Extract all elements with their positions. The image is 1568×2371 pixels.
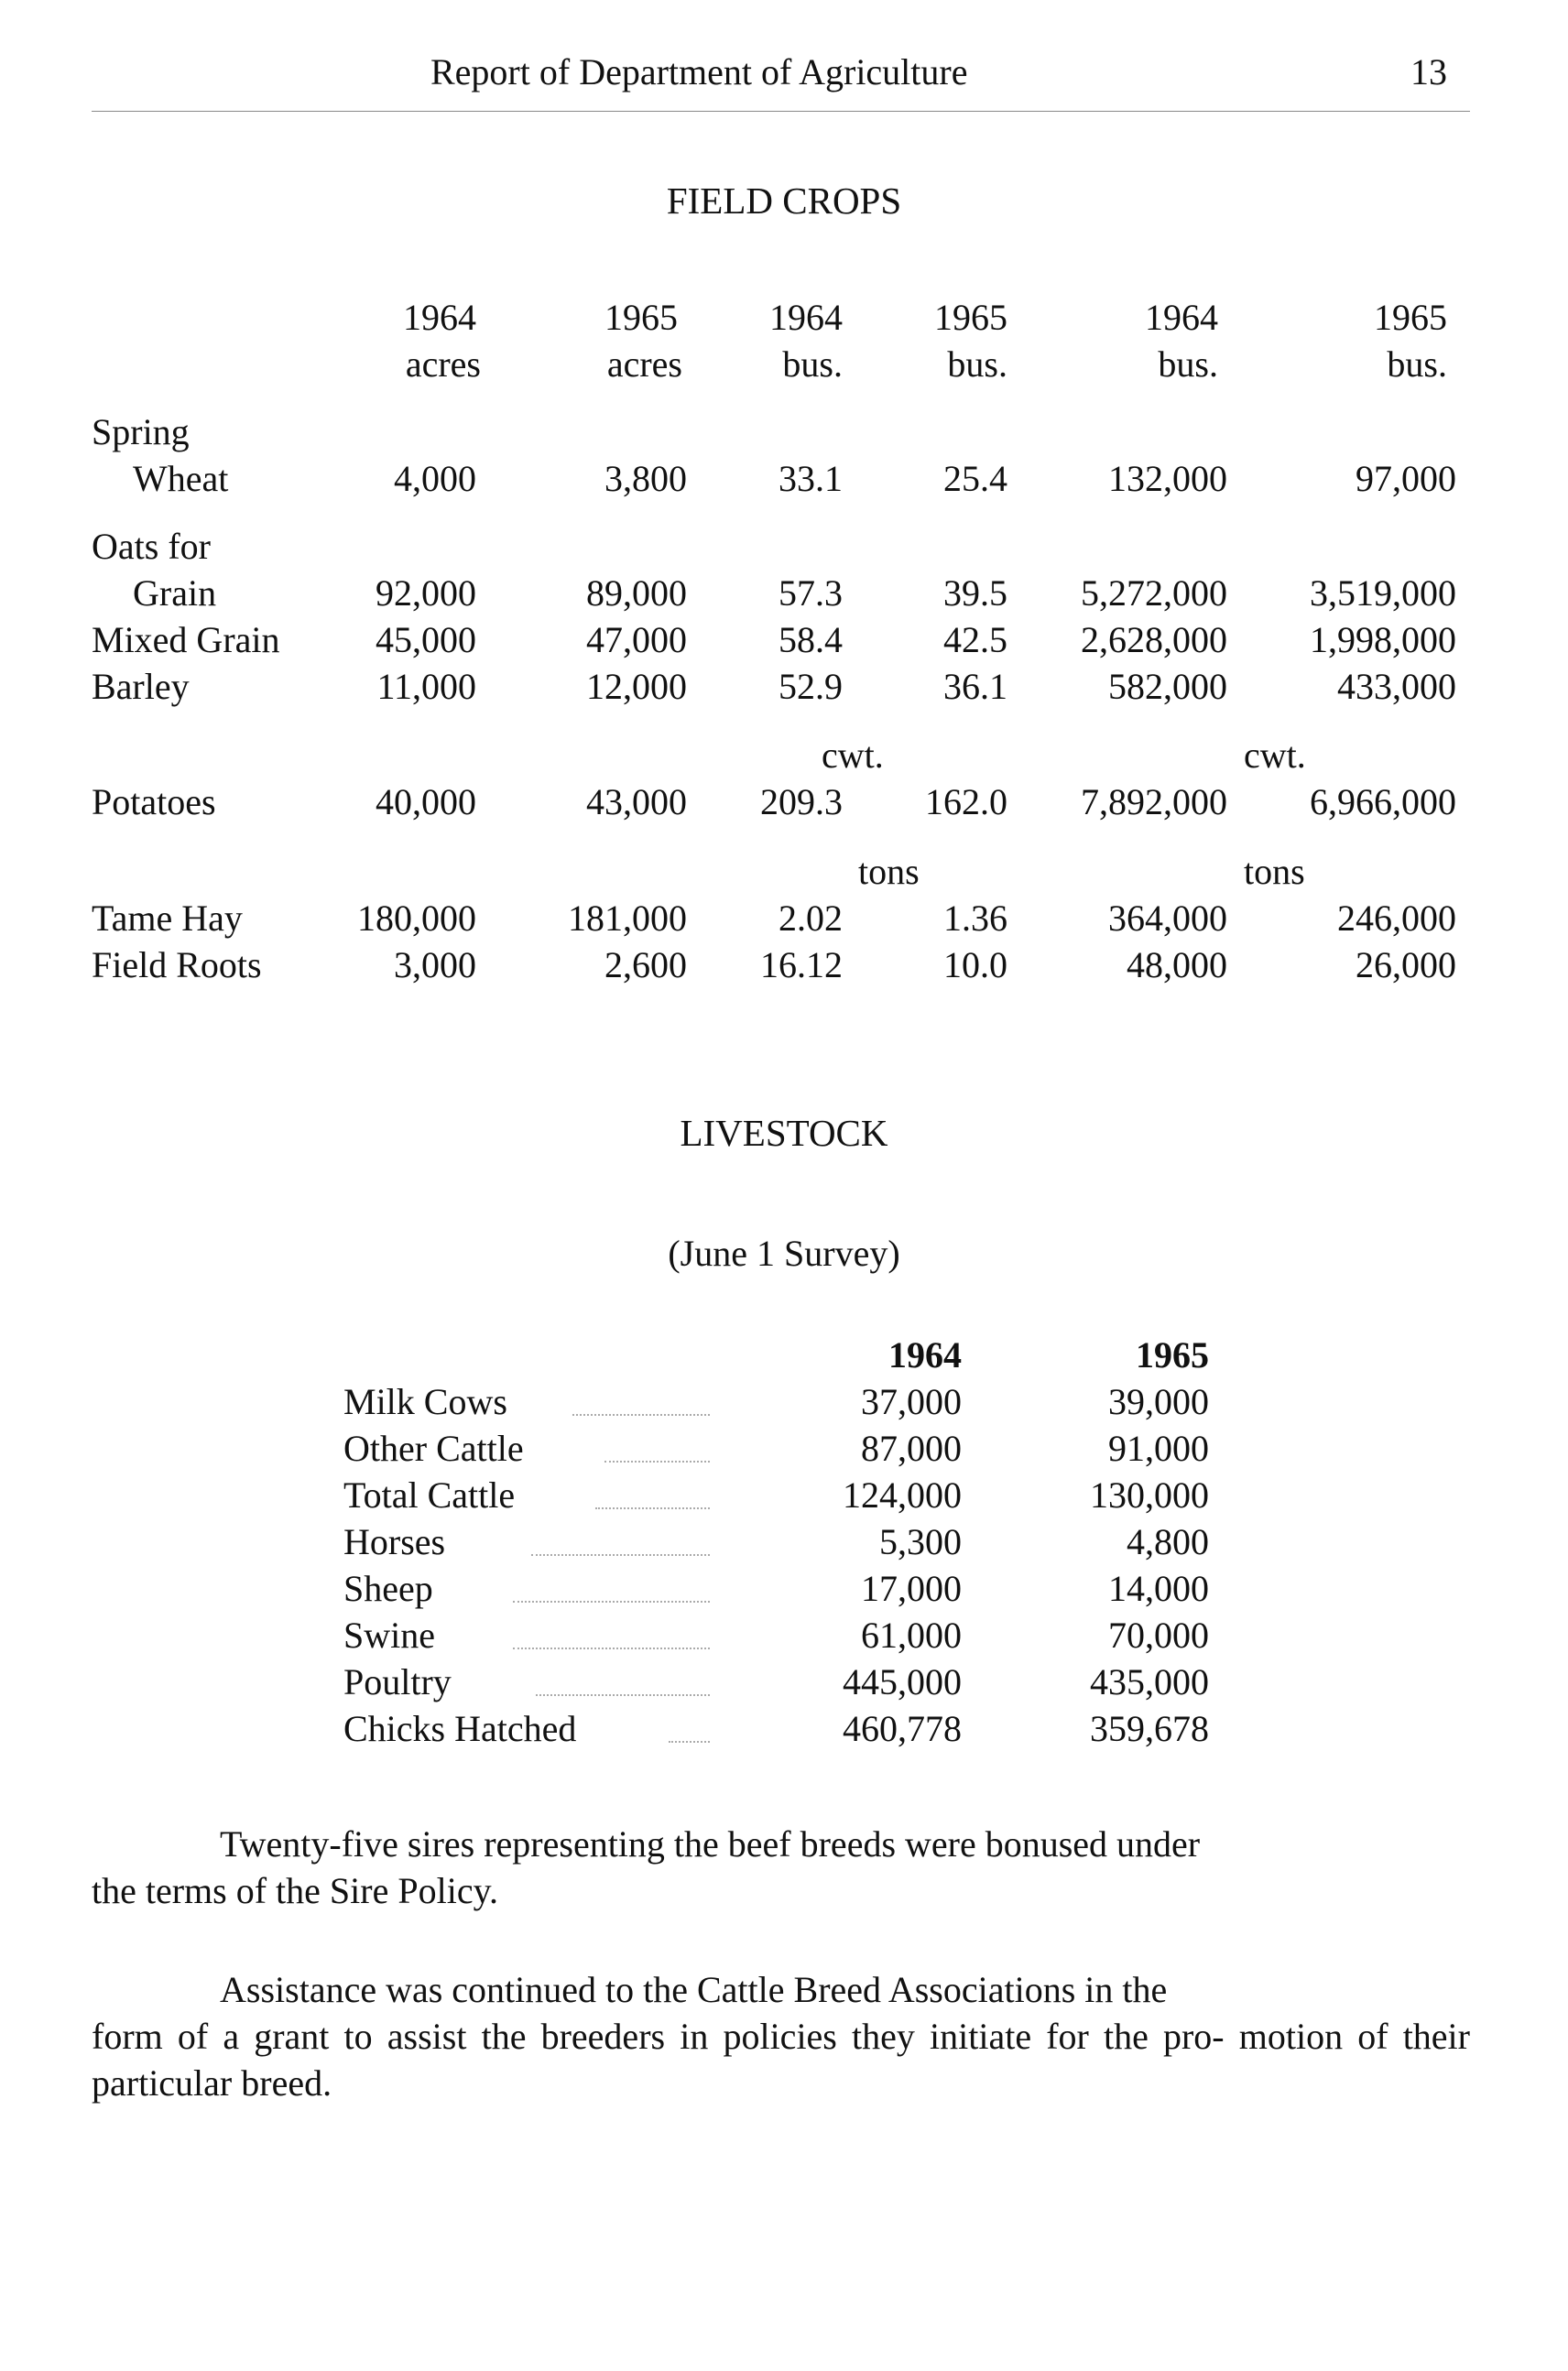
leader-dots xyxy=(513,1648,710,1649)
table-cell: 132,000 xyxy=(1108,458,1227,499)
table-cell: 435,000 xyxy=(1090,1661,1209,1702)
unit-label: cwt. xyxy=(822,734,884,776)
leader-dots xyxy=(669,1741,710,1743)
paragraph xyxy=(92,1966,1470,2106)
col-header-year: 1964 xyxy=(769,297,843,338)
table-cell: 87,000 xyxy=(861,1428,962,1469)
table-cell: 70,000 xyxy=(1108,1615,1209,1656)
table-cell: 181,000 xyxy=(568,897,687,939)
table-cell: 1.36 xyxy=(943,897,1007,939)
row-label: Spring xyxy=(92,411,190,452)
table-cell: 359,678 xyxy=(1090,1708,1209,1749)
table-cell: 7,892,000 xyxy=(1081,781,1227,822)
table-cell: 10.0 xyxy=(943,944,1007,985)
row-label: Sheep xyxy=(343,1568,433,1609)
table-cell: 58.4 xyxy=(779,619,843,660)
header-rule xyxy=(92,111,1470,112)
leader-dots xyxy=(572,1414,710,1416)
leader-dots xyxy=(595,1507,710,1509)
row-label: Barley xyxy=(92,666,190,707)
table-cell: 124,000 xyxy=(843,1474,962,1516)
col-header-year: 1964 xyxy=(888,1334,962,1376)
livestock-title: LIVESTOCK xyxy=(680,1112,888,1154)
table-cell: 2,600 xyxy=(604,944,687,985)
row-label: Potatoes xyxy=(92,781,216,822)
col-header-unit: acres xyxy=(405,343,481,385)
table-cell: 52.9 xyxy=(779,666,843,707)
row-label: Other Cattle xyxy=(343,1428,524,1469)
table-cell: 433,000 xyxy=(1337,666,1456,707)
paragraph-text: the terms of the Sire Policy. xyxy=(92,1870,498,1911)
table-cell: 14,000 xyxy=(1108,1568,1209,1609)
col-header-year: 1965 xyxy=(934,297,1007,338)
table-cell: 4,800 xyxy=(1127,1521,1209,1562)
col-header-unit: acres xyxy=(606,343,682,385)
table-cell: 57.3 xyxy=(779,572,843,614)
field-crops-title: FIELD CROPS xyxy=(666,179,902,222)
table-cell: 40,000 xyxy=(376,781,476,822)
row-label: Poultry xyxy=(343,1661,452,1702)
paragraph-first-line: Assistance was continued to the Cattle Breed Associations in the xyxy=(220,1969,1168,2010)
table-cell: 5,300 xyxy=(879,1521,962,1562)
table-cell: 48,000 xyxy=(1127,944,1227,985)
leader-dots xyxy=(604,1461,710,1463)
table-cell: 162.0 xyxy=(925,781,1007,822)
col-header-year: 1964 xyxy=(403,297,476,338)
table-cell: 1,998,000 xyxy=(1310,619,1456,660)
table-cell: 209.3 xyxy=(760,781,843,822)
row-label: Tame Hay xyxy=(92,897,243,939)
col-header-year: 1964 xyxy=(1145,297,1218,338)
row-label: Oats for xyxy=(92,526,211,567)
table-cell: 445,000 xyxy=(843,1661,962,1702)
table-cell: 92,000 xyxy=(376,572,476,614)
unit-label: tons xyxy=(1244,851,1305,892)
table-cell: 39,000 xyxy=(1108,1381,1209,1422)
table-cell: 36.1 xyxy=(943,666,1007,707)
table-cell: 3,800 xyxy=(604,458,687,499)
table-cell: 11,000 xyxy=(376,666,476,707)
table-cell: 6,966,000 xyxy=(1310,781,1456,822)
table-cell: 45,000 xyxy=(376,619,476,660)
running-header-title: Report of Department of Agriculture xyxy=(430,51,968,92)
table-cell: 5,272,000 xyxy=(1081,572,1227,614)
table-cell: 97,000 xyxy=(1356,458,1456,499)
table-cell: 3,000 xyxy=(394,944,476,985)
row-label: Wheat xyxy=(133,458,229,499)
table-cell: 25.4 xyxy=(943,458,1007,499)
table-cell: 39.5 xyxy=(943,572,1007,614)
paragraph xyxy=(92,1821,1470,1914)
table-cell: 246,000 xyxy=(1337,897,1456,939)
table-cell: 364,000 xyxy=(1108,897,1227,939)
col-header-unit: bus. xyxy=(947,343,1007,385)
row-label: Swine xyxy=(343,1615,435,1656)
table-cell: 61,000 xyxy=(861,1615,962,1656)
table-cell: 47,000 xyxy=(586,619,687,660)
row-label: Grain xyxy=(133,572,217,614)
table-cell: 582,000 xyxy=(1108,666,1227,707)
table-cell: 2,628,000 xyxy=(1081,619,1227,660)
leader-dots xyxy=(536,1694,710,1696)
col-header-unit: bus. xyxy=(1387,343,1447,385)
table-cell: 3,519,000 xyxy=(1310,572,1456,614)
row-label: Horses xyxy=(343,1521,446,1562)
table-cell: 89,000 xyxy=(586,572,687,614)
row-label: Chicks Hatched xyxy=(343,1708,577,1749)
leader-dots xyxy=(531,1554,710,1556)
table-cell: 12,000 xyxy=(586,666,687,707)
row-label: Mixed Grain xyxy=(92,619,280,660)
table-cell: 460,778 xyxy=(843,1708,962,1749)
col-header-unit: bus. xyxy=(1158,343,1218,385)
unit-label: cwt. xyxy=(1244,734,1306,776)
col-header-year: 1965 xyxy=(1374,297,1447,338)
livestock-subtitle: (June 1 Survey) xyxy=(668,1233,900,1274)
table-cell: 37,000 xyxy=(861,1381,962,1422)
table-cell: 4,000 xyxy=(394,458,476,499)
unit-label: tons xyxy=(858,851,920,892)
table-cell: 43,000 xyxy=(586,781,687,822)
table-cell: 130,000 xyxy=(1090,1474,1209,1516)
col-header-year: 1965 xyxy=(1136,1334,1209,1376)
table-cell: 180,000 xyxy=(357,897,476,939)
table-cell: 16.12 xyxy=(760,944,843,985)
row-label: Field Roots xyxy=(92,944,262,985)
table-cell: 42.5 xyxy=(943,619,1007,660)
table-cell: 17,000 xyxy=(861,1568,962,1609)
col-header-year: 1965 xyxy=(604,297,678,338)
leader-dots xyxy=(513,1601,710,1603)
table-cell: 33.1 xyxy=(779,458,843,499)
paragraph-text: form of a grant to assist the breeders in policies they initiate for the pro- motion of their particular breed. xyxy=(92,2016,1470,2104)
table-cell: 2.02 xyxy=(779,897,843,939)
paragraph-first-line: Twenty-five sires representing the beef breeds were bonused under xyxy=(220,1823,1201,1865)
table-cell: 26,000 xyxy=(1356,944,1456,985)
table-cell: 91,000 xyxy=(1108,1428,1209,1469)
row-label: Milk Cows xyxy=(343,1381,507,1422)
col-header-unit: bus. xyxy=(782,343,843,385)
page-number: 13 xyxy=(1410,51,1447,92)
row-label: Total Cattle xyxy=(343,1474,516,1516)
